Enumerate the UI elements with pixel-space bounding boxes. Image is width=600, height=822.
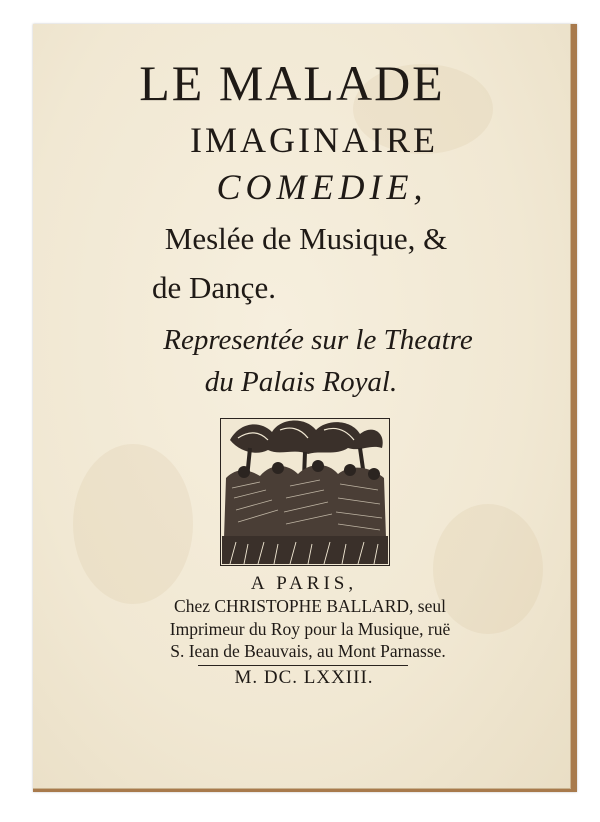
imprint-city: A PARIS, xyxy=(250,573,358,594)
title-line-2: IMAGINAIRE xyxy=(190,120,438,160)
subtitle-line-2: de Dançe. xyxy=(152,270,276,305)
woodcut-vignette-icon xyxy=(220,418,390,566)
subtitle-line-1: Meslée de Musique, & xyxy=(164,221,448,256)
performance-line-1: Representée sur le Theatre xyxy=(163,324,473,356)
imprint-divider xyxy=(198,665,408,666)
genre-line: COMEDIE, xyxy=(216,167,428,207)
imprint-line-2: Imprimeur du Roy pour la Musique, ruë xyxy=(169,619,451,639)
imprint-date: M. DC. LXXIII. xyxy=(234,667,374,688)
imprint-line-3: S. Iean de Beauvais, au Mont Parnasse. xyxy=(170,641,446,661)
title-line-1: LE MALADE xyxy=(139,55,445,111)
imprint-line-1: Chez CHRISTOPHE BALLARD, seul xyxy=(174,596,446,616)
performance-line-2: du Palais Royal. xyxy=(204,366,398,398)
